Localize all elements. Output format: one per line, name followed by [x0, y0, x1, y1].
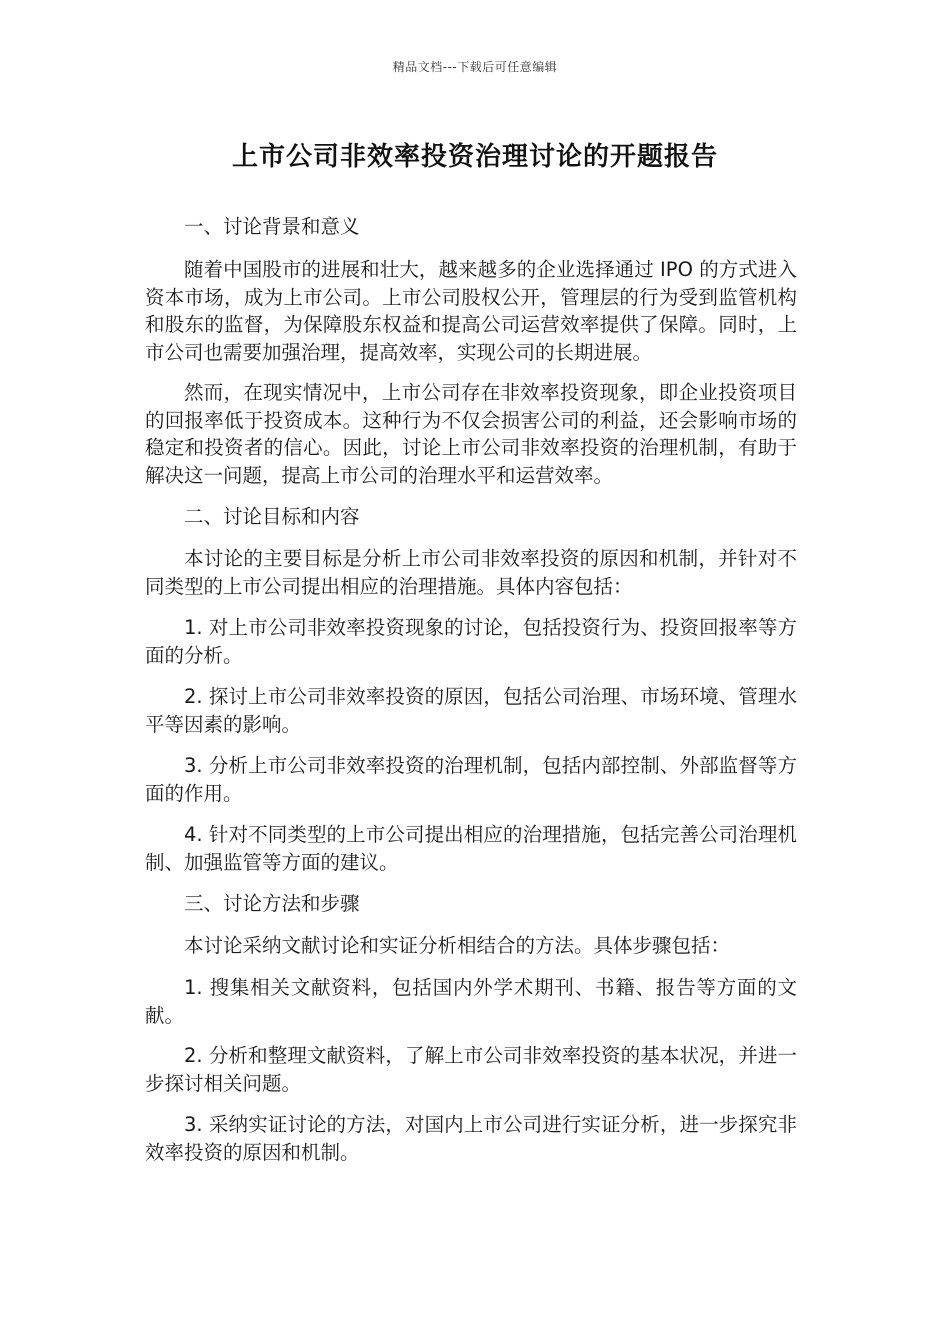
list-item-step-1: 1. 搜集相关文献资料，包括国内外学术期刊、书籍、报告等方面的文献。: [145, 976, 797, 1027]
paragraph-methods-intro: 本讨论采纳文献讨论和实证分析相结合的方法。具体步骤包括：: [184, 934, 731, 957]
list-item-step-2: 2. 分析和整理文献资料，了解上市公司非效率投资的基本状况，并进一步探讨相关问题。: [145, 1044, 797, 1095]
section-heading-background: 一、讨论背景和意义: [184, 215, 360, 238]
document-title: 上市公司非效率投资治理讨论的开题报告: [231, 142, 718, 172]
page-header-note: 精品文档---下载后可任意编辑: [392, 60, 558, 74]
list-item-objective-1: 1. 对上市公司非效率投资现象的讨论，包括投资行为、投资回报率等方面的分析。: [145, 616, 797, 667]
paragraph-objectives-intro: 本讨论的主要目标是分析上市公司非效率投资的原因和机制，并针对不同类型的上市公司提出相应的治理措施。具体内容包括：: [145, 547, 797, 598]
paragraph-background-1: 随着中国股市的进展和壮大，越来越多的企业选择通过 IPO 的方式进入资本市场，成为上市公司。上市公司股权公开，管理层的行为受到监管机构和股东的监督，为保障股东权益和提高公司运营效率提供了保障。同时，上市公司也需要加强治理，提高效率，实现公司的长期进展。: [145, 258, 797, 364]
paragraph-background-2: 然而，在现实情况中，上市公司存在非效率投资现象，即企业投资项目的回报率低于投资成本。这种行为不仅会损害公司的利益，还会影响市场的稳定和投资者的信心。因此，讨论上市公司非效率投资的治理机制，有助于解决这一问题，提高上市公司的治理水平和运营效率。: [145, 381, 797, 487]
list-item-objective-3: 3. 分析上市公司非效率投资的治理机制，包括内部控制、外部监督等方面的作用。: [145, 754, 797, 805]
list-item-objective-2: 2. 探讨上市公司非效率投资的原因，包括公司治理、市场环境、管理水平等因素的影响。: [145, 685, 797, 736]
section-heading-objectives: 二、讨论目标和内容: [184, 505, 360, 528]
list-item-objective-4: 4. 针对不同类型的上市公司提出相应的治理措施，包括完善公司治理机制、加强监管等方面的建议。: [145, 823, 797, 874]
list-item-step-3: 3. 采纳实证讨论的方法，对国内上市公司进行实证分析，进一步探究非效率投资的原因和机制。: [145, 1113, 797, 1164]
section-heading-methods: 三、讨论方法和步骤: [184, 892, 360, 915]
